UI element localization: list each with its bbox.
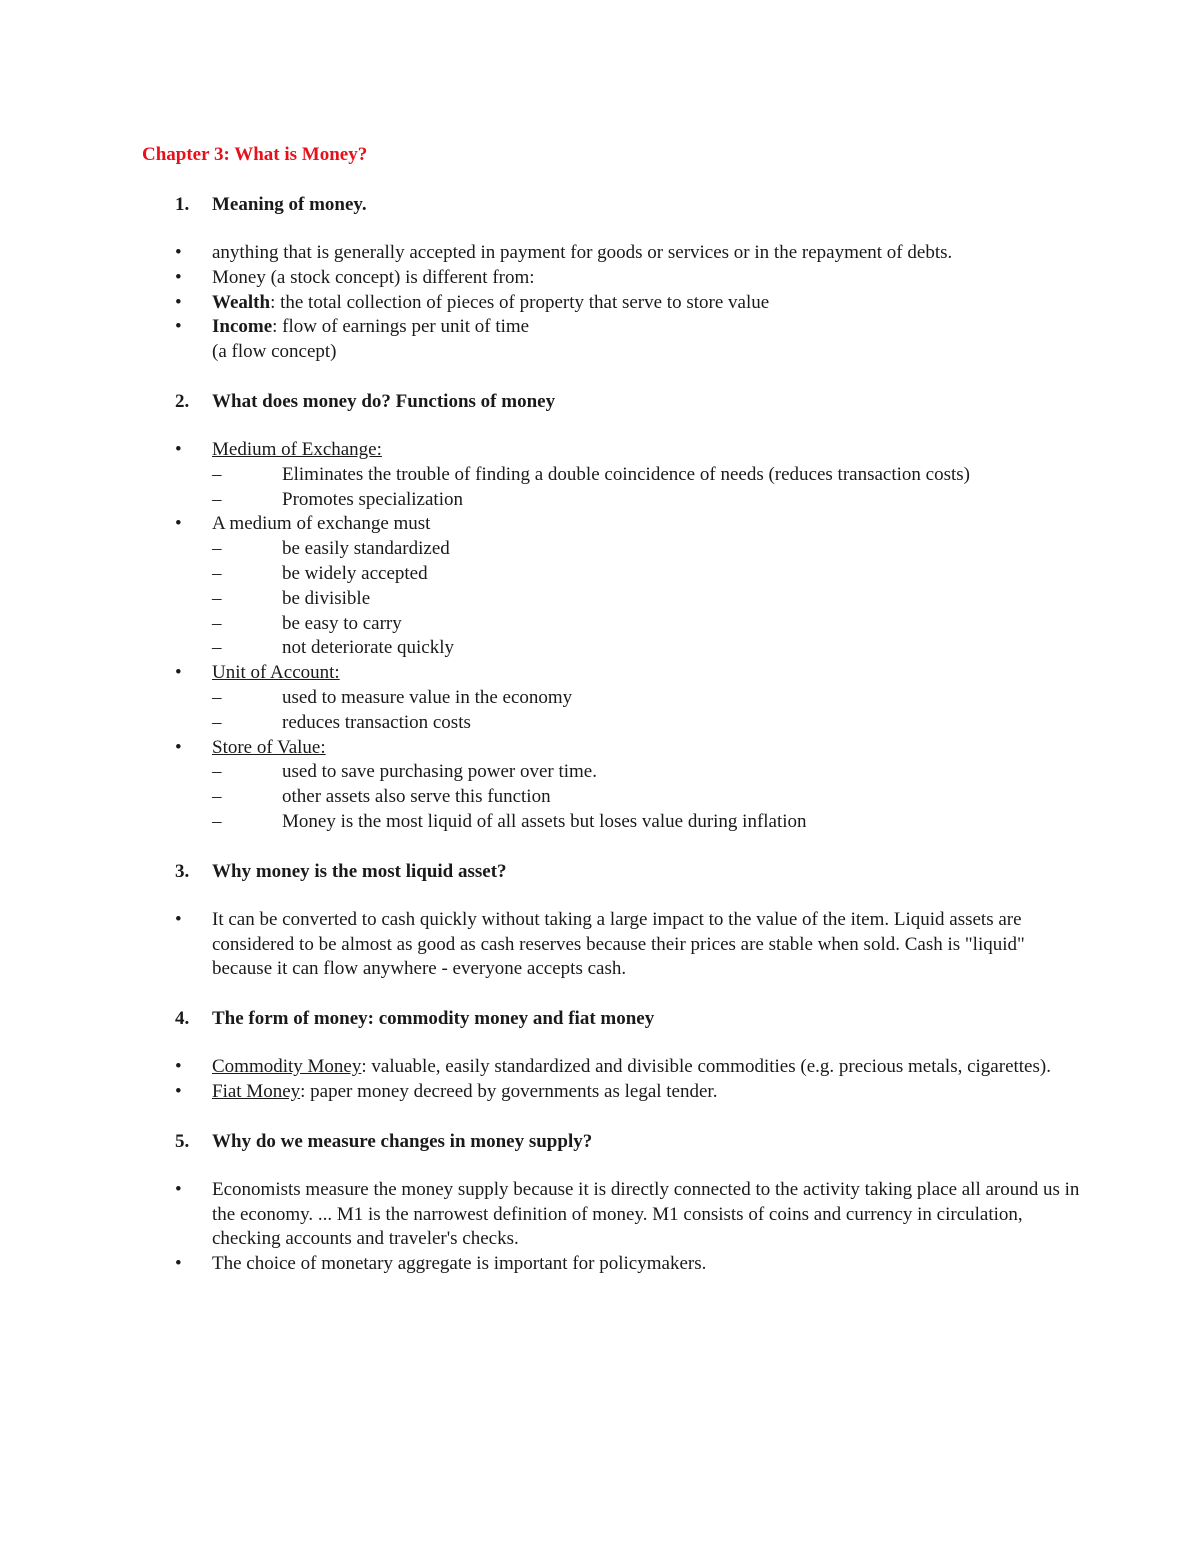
sub-item-text: be divisible <box>282 587 371 609</box>
bullet-icon: • <box>175 736 182 758</box>
dash-icon: – <box>212 786 222 808</box>
sub-item-text: be easy to carry <box>282 612 402 634</box>
section-3-heading <box>142 859 1082 884</box>
list-item <box>142 661 1082 735</box>
section-1-list <box>142 241 1082 365</box>
dash-icon: – <box>212 463 222 485</box>
section-title: What does money do? Functions of money <box>212 390 556 412</box>
sub-list <box>212 463 1082 513</box>
bullet-icon: • <box>175 316 182 338</box>
sub-item-text: Money is the most liquid of all assets but loses value during inflation <box>282 810 807 832</box>
sub-item-text: Promotes specialization <box>282 488 463 510</box>
sub-item-text: other assets also serve this function <box>282 786 551 808</box>
sub-item-text: used to save purchasing power over time. <box>282 761 597 783</box>
section-title: Why do we measure changes in money supply? <box>212 1130 593 1152</box>
sub-list-item <box>212 562 1082 587</box>
sub-list-item <box>212 612 1082 637</box>
dash-icon: – <box>212 562 222 584</box>
bullet-icon: • <box>175 438 182 460</box>
list-item <box>142 315 1082 365</box>
section-5-heading <box>142 1129 1082 1154</box>
section-5-list <box>142 1178 1082 1277</box>
bullet-icon: • <box>175 266 182 288</box>
list-item <box>142 512 1082 661</box>
list-item-body <box>212 512 1082 661</box>
section-4-list <box>142 1055 1082 1105</box>
sub-list-item <box>212 636 1082 661</box>
list-item <box>142 438 1082 512</box>
section-number: 4. <box>175 1008 190 1030</box>
term-definition: : valuable, easily standardized and divisible commodities (e.g. precious metals, cigarettes). <box>361 1056 1051 1078</box>
list-item <box>142 736 1082 835</box>
list-item-text <box>212 291 1082 316</box>
sub-item-text: Eliminates the trouble of finding a double coincidence of needs (reduces transaction costs) <box>282 463 970 485</box>
dash-icon: – <box>212 612 222 634</box>
bullet-icon: • <box>175 1253 182 1275</box>
section-2-heading <box>142 389 1082 414</box>
term-income: Income <box>212 316 273 338</box>
sub-list <box>212 760 1082 834</box>
dash-icon: – <box>212 810 222 832</box>
list-item <box>142 1178 1082 1252</box>
medium-of-exchange-label: Medium of Exchange: <box>212 438 382 460</box>
bullet-icon: • <box>175 1056 182 1078</box>
term-definition: : the total collection of pieces of property that serve to store value <box>270 291 770 313</box>
sub-item-text: not deteriorate quickly <box>282 637 454 659</box>
term-note: (a flow concept) <box>212 341 337 363</box>
bullet-icon: • <box>175 908 182 930</box>
list-item-text <box>212 1080 1082 1105</box>
sub-item-text: be widely accepted <box>282 562 428 584</box>
bullet-icon: • <box>175 242 182 263</box>
list-item <box>142 1080 1082 1105</box>
dash-icon: – <box>212 761 222 783</box>
bullet-icon: • <box>175 662 182 684</box>
list-item-text: It can be converted to cash quickly without taking a large impact to the value of the item. Liquid assets are considered to be almost as good as cash reserves because their prices are stable when sold. Cash is "liquid" because it can flow anywhere - everyone accepts cash. <box>212 908 1025 980</box>
list-item-text: The choice of monetary aggregate is important for policymakers. <box>212 1253 707 1275</box>
sub-list-item <box>212 488 1082 513</box>
list-item-body <box>212 438 1082 512</box>
list-item <box>142 908 1082 982</box>
bullet-icon: • <box>175 513 182 535</box>
sub-list-item <box>212 537 1082 562</box>
section-number: 3. <box>175 860 190 882</box>
section-title: Why money is the most liquid asset? <box>212 860 507 882</box>
sub-item-text: reduces transaction costs <box>282 711 471 733</box>
list-item <box>142 291 1082 316</box>
sub-list-item <box>212 785 1082 810</box>
list-item <box>142 1252 1082 1277</box>
sub-list-item <box>212 810 1082 835</box>
document-page <box>142 142 1082 1301</box>
list-item <box>142 266 1082 291</box>
section-title: The form of money: commodity money and fiat money <box>212 1008 655 1030</box>
dash-icon: – <box>212 686 222 708</box>
bullet-icon: • <box>175 1178 182 1200</box>
term-wealth: Wealth <box>212 291 271 313</box>
term-definition: : paper money decreed by governments as legal tender. <box>300 1080 718 1102</box>
sub-list-item <box>212 463 1082 488</box>
list-item-text: anything that is generally accepted in payment for goods or services or in the repayment of debts. <box>212 242 953 263</box>
sub-item-text: be easily standardized <box>282 538 450 560</box>
section-number: 1. <box>175 194 190 215</box>
list-item-text: Money (a stock concept) is different from: <box>212 266 535 288</box>
medium-must-label: A medium of exchange must <box>212 513 431 535</box>
sub-list-item <box>212 686 1082 711</box>
list-item <box>142 1055 1082 1080</box>
section-2-list <box>142 438 1082 835</box>
list-item <box>142 241 1082 266</box>
dash-icon: – <box>212 488 222 510</box>
store-of-value-label: Store of Value: <box>212 736 326 758</box>
sub-list-item <box>212 760 1082 785</box>
section-1-heading <box>142 192 1082 217</box>
dash-icon: – <box>212 538 222 560</box>
dash-icon: – <box>212 637 222 659</box>
list-item-text: Economists measure the money supply because it is directly connected to the activity taking place all around us in the economy. ... M1 is the narrowest definition of money. M1 consists of coins and currency in circulation, checking accounts and traveler's checks. <box>212 1178 1080 1250</box>
sub-list-item <box>212 711 1082 736</box>
bullet-icon: • <box>175 1080 182 1102</box>
section-number: 2. <box>175 390 190 412</box>
list-item-body <box>212 736 1082 835</box>
sub-list-item <box>212 587 1082 612</box>
section-number: 5. <box>175 1130 190 1152</box>
sub-item-text: used to measure value in the economy <box>282 686 573 708</box>
section-3-list <box>142 908 1082 982</box>
commodity-money-label: Commodity Money <box>212 1056 362 1078</box>
fiat-money-label: Fiat Money <box>212 1080 301 1102</box>
dash-icon: – <box>212 711 222 733</box>
sub-list <box>212 686 1082 736</box>
bullet-icon: • <box>175 291 182 313</box>
section-title: Meaning of money. <box>212 194 367 215</box>
section-4-heading <box>142 1006 1082 1031</box>
list-item-text <box>212 315 1082 365</box>
sub-list <box>212 537 1082 661</box>
list-item-body <box>212 661 1082 735</box>
chapter-title: Chapter 3: What is Money? <box>142 144 368 165</box>
term-definition: : flow of earnings per unit of time <box>272 316 530 338</box>
list-item-text <box>212 1055 1082 1080</box>
dash-icon: – <box>212 587 222 609</box>
unit-of-account-label: Unit of Account: <box>212 662 340 684</box>
